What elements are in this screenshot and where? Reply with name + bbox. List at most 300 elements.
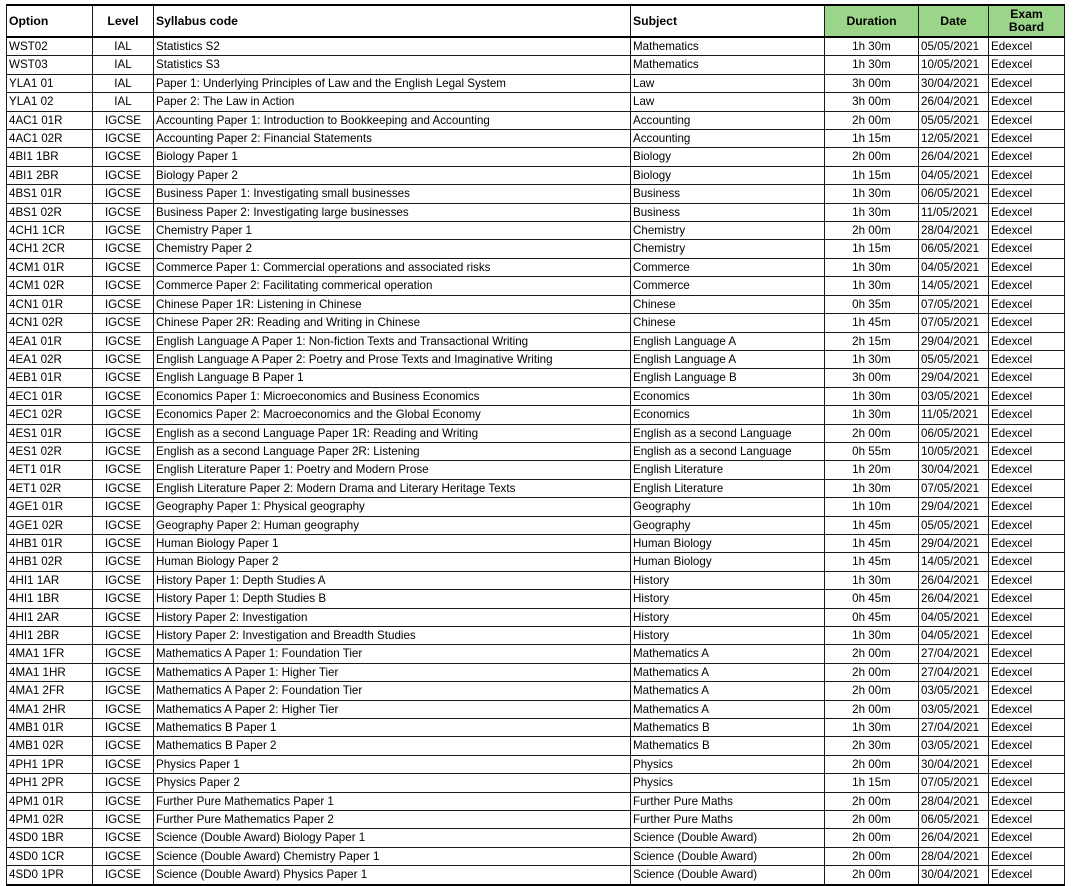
table-row	[7, 829, 1065, 847]
syllabus-code-cell: Business Paper 1: Investigating small businesses	[154, 185, 631, 203]
syllabus-code-cell: Mathematics A Paper 2: Foundation Tier	[154, 682, 631, 700]
table-row	[7, 56, 1065, 74]
option-cell: YLA1 01	[7, 74, 93, 92]
duration-cell: 2h 00m	[825, 847, 919, 865]
date-cell: 07/05/2021	[919, 479, 989, 497]
syllabus-code-cell: Statistics S3	[154, 56, 631, 74]
date-cell: 11/05/2021	[919, 203, 989, 221]
exam-board-cell: Edexcel	[989, 203, 1065, 221]
exam-board-cell: Edexcel	[989, 571, 1065, 589]
option-cell: 4EB1 01R	[7, 369, 93, 387]
level-cell: IGCSE	[93, 332, 154, 350]
subject-cell: English Language A	[631, 350, 825, 368]
duration-cell: 1h 30m	[825, 719, 919, 737]
exam-board-cell: Edexcel	[989, 774, 1065, 792]
level-cell: IGCSE	[93, 166, 154, 184]
subject-cell: History	[631, 627, 825, 645]
option-cell: 4EA1 02R	[7, 350, 93, 368]
level-cell: IGCSE	[93, 424, 154, 442]
exam-board-cell: Edexcel	[989, 111, 1065, 129]
exam-board-cell: Edexcel	[989, 277, 1065, 295]
level-cell: IGCSE	[93, 130, 154, 148]
table-row	[7, 240, 1065, 258]
exam-board-cell: Edexcel	[989, 222, 1065, 240]
table-row	[7, 516, 1065, 534]
syllabus-code-cell: Paper 2: The Law in Action	[154, 93, 631, 111]
syllabus-code-cell: Physics Paper 1	[154, 755, 631, 773]
exam-board-cell: Edexcel	[989, 737, 1065, 755]
table-row	[7, 314, 1065, 332]
option-cell: 4BI1 2BR	[7, 166, 93, 184]
date-cell: 29/04/2021	[919, 534, 989, 552]
level-cell: IGCSE	[93, 185, 154, 203]
duration-cell: 2h 15m	[825, 332, 919, 350]
duration-cell: 2h 00m	[825, 811, 919, 829]
date-cell: 06/05/2021	[919, 424, 989, 442]
header-duration: Duration	[825, 5, 919, 37]
date-cell: 04/05/2021	[919, 627, 989, 645]
level-cell: IGCSE	[93, 498, 154, 516]
level-cell: IGCSE	[93, 645, 154, 663]
subject-cell: Accounting	[631, 111, 825, 129]
subject-cell: Chinese	[631, 314, 825, 332]
subject-cell: English as a second Language	[631, 442, 825, 460]
date-cell: 30/04/2021	[919, 461, 989, 479]
syllabus-code-cell: Commerce Paper 2: Facilitating commerical operation	[154, 277, 631, 295]
date-cell: 29/04/2021	[919, 332, 989, 350]
syllabus-code-cell: Science (Double Award) Biology Paper 1	[154, 829, 631, 847]
exam-board-cell: Edexcel	[989, 461, 1065, 479]
date-cell: 10/05/2021	[919, 56, 989, 74]
level-cell: IGCSE	[93, 811, 154, 829]
duration-cell: 2h 00m	[825, 829, 919, 847]
option-cell: YLA1 02	[7, 93, 93, 111]
option-cell: 4HI1 1AR	[7, 571, 93, 589]
duration-cell: 1h 30m	[825, 37, 919, 56]
date-cell: 12/05/2021	[919, 130, 989, 148]
option-cell: 4BS1 02R	[7, 203, 93, 221]
level-cell: IGCSE	[93, 590, 154, 608]
subject-cell: Chemistry	[631, 240, 825, 258]
subject-cell: Accounting	[631, 130, 825, 148]
exam-board-cell: Edexcel	[989, 350, 1065, 368]
syllabus-code-cell: Geography Paper 1: Physical geography	[154, 498, 631, 516]
table-row	[7, 277, 1065, 295]
duration-cell: 1h 30m	[825, 185, 919, 203]
subject-cell: Commerce	[631, 277, 825, 295]
duration-cell: 1h 45m	[825, 516, 919, 534]
duration-cell: 1h 20m	[825, 461, 919, 479]
option-cell: 4AC1 01R	[7, 111, 93, 129]
subject-cell: Geography	[631, 516, 825, 534]
date-cell: 26/04/2021	[919, 148, 989, 166]
table-row	[7, 74, 1065, 92]
table-row	[7, 847, 1065, 865]
header-exam-board: Exam Board	[989, 5, 1065, 37]
syllabus-code-cell: English Literature Paper 1: Poetry and Modern Prose	[154, 461, 631, 479]
syllabus-code-cell: Further Pure Mathematics Paper 1	[154, 792, 631, 810]
subject-cell: Mathematics A	[631, 682, 825, 700]
header-date: Date	[919, 5, 989, 37]
syllabus-code-cell: Statistics S2	[154, 37, 631, 56]
duration-cell: 2h 00m	[825, 424, 919, 442]
syllabus-code-cell: Science (Double Award) Chemistry Paper 1	[154, 847, 631, 865]
date-cell: 30/04/2021	[919, 866, 989, 885]
table-row	[7, 406, 1065, 424]
table-row	[7, 332, 1065, 350]
date-cell: 28/04/2021	[919, 847, 989, 865]
date-cell: 14/05/2021	[919, 277, 989, 295]
syllabus-code-cell: Economics Paper 2: Macroeconomics and the Global Economy	[154, 406, 631, 424]
syllabus-code-cell: History Paper 1: Depth Studies A	[154, 571, 631, 589]
table-row	[7, 866, 1065, 885]
option-cell: 4BI1 1BR	[7, 148, 93, 166]
syllabus-code-cell: English Language B Paper 1	[154, 369, 631, 387]
level-cell: IGCSE	[93, 203, 154, 221]
option-cell: 4CH1 2CR	[7, 240, 93, 258]
exam-board-cell: Edexcel	[989, 866, 1065, 885]
exam-board-cell: Edexcel	[989, 93, 1065, 111]
duration-cell: 1h 30m	[825, 387, 919, 405]
option-cell: 4ES1 01R	[7, 424, 93, 442]
table-row	[7, 755, 1065, 773]
subject-cell: Commerce	[631, 258, 825, 276]
exam-board-cell: Edexcel	[989, 387, 1065, 405]
level-cell: IAL	[93, 37, 154, 56]
option-cell: 4HI1 2BR	[7, 627, 93, 645]
exam-board-cell: Edexcel	[989, 295, 1065, 313]
syllabus-code-cell: Mathematics A Paper 1: Higher Tier	[154, 663, 631, 681]
duration-cell: 1h 30m	[825, 627, 919, 645]
exam-board-cell: Edexcel	[989, 553, 1065, 571]
subject-cell: Mathematics A	[631, 663, 825, 681]
syllabus-code-cell: Mathematics A Paper 2: Higher Tier	[154, 700, 631, 718]
exam-board-cell: Edexcel	[989, 645, 1065, 663]
option-cell: 4ET1 02R	[7, 479, 93, 497]
date-cell: 06/05/2021	[919, 240, 989, 258]
table-row	[7, 719, 1065, 737]
level-cell: IGCSE	[93, 700, 154, 718]
subject-cell: Chinese	[631, 295, 825, 313]
subject-cell: Geography	[631, 498, 825, 516]
option-cell: 4MB1 01R	[7, 719, 93, 737]
syllabus-code-cell: Geography Paper 2: Human geography	[154, 516, 631, 534]
date-cell: 30/04/2021	[919, 755, 989, 773]
syllabus-code-cell: Business Paper 2: Investigating large businesses	[154, 203, 631, 221]
option-cell: 4PM1 01R	[7, 792, 93, 810]
duration-cell: 1h 30m	[825, 258, 919, 276]
timetable-body	[7, 37, 1065, 885]
option-cell: 4BS1 01R	[7, 185, 93, 203]
table-row	[7, 774, 1065, 792]
duration-cell: 1h 15m	[825, 130, 919, 148]
exam-board-cell: Edexcel	[989, 792, 1065, 810]
duration-cell: 0h 35m	[825, 295, 919, 313]
option-cell: 4ES1 02R	[7, 442, 93, 460]
option-cell: 4HI1 1BR	[7, 590, 93, 608]
duration-cell: 1h 10m	[825, 498, 919, 516]
exam-board-cell: Edexcel	[989, 442, 1065, 460]
date-cell: 29/04/2021	[919, 498, 989, 516]
duration-cell: 2h 30m	[825, 737, 919, 755]
duration-cell: 2h 00m	[825, 792, 919, 810]
table-row	[7, 369, 1065, 387]
level-cell: IGCSE	[93, 719, 154, 737]
table-row	[7, 258, 1065, 276]
option-cell: 4PH1 1PR	[7, 755, 93, 773]
exam-board-cell: Edexcel	[989, 314, 1065, 332]
option-cell: 4EC1 01R	[7, 387, 93, 405]
exam-board-cell: Edexcel	[989, 516, 1065, 534]
syllabus-code-cell: Paper 1: Underlying Principles of Law and the English Legal System	[154, 74, 631, 92]
level-cell: IGCSE	[93, 258, 154, 276]
option-cell: 4PM1 02R	[7, 811, 93, 829]
table-row	[7, 645, 1065, 663]
exam-board-cell: Edexcel	[989, 534, 1065, 552]
table-row	[7, 811, 1065, 829]
duration-cell: 3h 00m	[825, 369, 919, 387]
duration-cell: 2h 00m	[825, 222, 919, 240]
subject-cell: Mathematics A	[631, 700, 825, 718]
syllabus-code-cell: English Literature Paper 2: Modern Drama and Literary Heritage Texts	[154, 479, 631, 497]
exam-board-cell: Edexcel	[989, 185, 1065, 203]
date-cell: 03/05/2021	[919, 737, 989, 755]
duration-cell: 1h 30m	[825, 350, 919, 368]
table-row	[7, 111, 1065, 129]
level-cell: IGCSE	[93, 148, 154, 166]
date-cell: 04/05/2021	[919, 258, 989, 276]
level-cell: IGCSE	[93, 277, 154, 295]
table-row	[7, 663, 1065, 681]
syllabus-code-cell: History Paper 1: Depth Studies B	[154, 590, 631, 608]
option-cell: 4EA1 01R	[7, 332, 93, 350]
table-row	[7, 185, 1065, 203]
exam-board-cell: Edexcel	[989, 74, 1065, 92]
syllabus-code-cell: Accounting Paper 1: Introduction to Bookkeeping and Accounting	[154, 111, 631, 129]
option-cell: WST03	[7, 56, 93, 74]
level-cell: IGCSE	[93, 240, 154, 258]
exam-board-cell: Edexcel	[989, 755, 1065, 773]
date-cell: 03/05/2021	[919, 682, 989, 700]
level-cell: IGCSE	[93, 755, 154, 773]
subject-cell: Further Pure Maths	[631, 811, 825, 829]
header-syllabus-code: Syllabus code	[154, 5, 631, 37]
option-cell: 4MA1 1HR	[7, 663, 93, 681]
exam-board-cell: Edexcel	[989, 811, 1065, 829]
option-cell: 4SD0 1CR	[7, 847, 93, 865]
date-cell: 26/04/2021	[919, 571, 989, 589]
table-row	[7, 479, 1065, 497]
table-row	[7, 93, 1065, 111]
date-cell: 05/05/2021	[919, 37, 989, 56]
level-cell: IGCSE	[93, 571, 154, 589]
date-cell: 06/05/2021	[919, 185, 989, 203]
syllabus-code-cell: Mathematics B Paper 1	[154, 719, 631, 737]
date-cell: 28/04/2021	[919, 222, 989, 240]
level-cell: IGCSE	[93, 534, 154, 552]
level-cell: IGCSE	[93, 829, 154, 847]
syllabus-code-cell: Human Biology Paper 1	[154, 534, 631, 552]
level-cell: IGCSE	[93, 608, 154, 626]
duration-cell: 2h 00m	[825, 148, 919, 166]
syllabus-code-cell: Chemistry Paper 2	[154, 240, 631, 258]
option-cell: 4CH1 1CR	[7, 222, 93, 240]
subject-cell: Law	[631, 74, 825, 92]
table-row	[7, 571, 1065, 589]
date-cell: 04/05/2021	[919, 608, 989, 626]
table-row	[7, 590, 1065, 608]
option-cell: WST02	[7, 37, 93, 56]
syllabus-code-cell: Human Biology Paper 2	[154, 553, 631, 571]
header-option: Option	[7, 5, 93, 37]
option-cell: 4GE1 01R	[7, 498, 93, 516]
syllabus-code-cell: English Language A Paper 1: Non-fiction Texts and Transactional Writing	[154, 332, 631, 350]
table-row	[7, 166, 1065, 184]
level-cell: IGCSE	[93, 682, 154, 700]
date-cell: 27/04/2021	[919, 663, 989, 681]
exam-board-cell: Edexcel	[989, 130, 1065, 148]
exam-board-cell: Edexcel	[989, 719, 1065, 737]
option-cell: 4CN1 01R	[7, 295, 93, 313]
syllabus-code-cell: Chinese Paper 2R: Reading and Writing in Chinese	[154, 314, 631, 332]
date-cell: 30/04/2021	[919, 74, 989, 92]
duration-cell: 2h 00m	[825, 866, 919, 885]
table-row	[7, 553, 1065, 571]
duration-cell: 1h 15m	[825, 774, 919, 792]
duration-cell: 2h 00m	[825, 755, 919, 773]
syllabus-code-cell: Chinese Paper 1R: Listening in Chinese	[154, 295, 631, 313]
syllabus-code-cell: Further Pure Mathematics Paper 2	[154, 811, 631, 829]
subject-cell: Science (Double Award)	[631, 847, 825, 865]
subject-cell: Biology	[631, 166, 825, 184]
duration-cell: 3h 00m	[825, 74, 919, 92]
duration-cell: 2h 00m	[825, 682, 919, 700]
duration-cell: 3h 00m	[825, 93, 919, 111]
level-cell: IGCSE	[93, 774, 154, 792]
duration-cell: 1h 30m	[825, 571, 919, 589]
subject-cell: Mathematics B	[631, 719, 825, 737]
subject-cell: Human Biology	[631, 553, 825, 571]
date-cell: 11/05/2021	[919, 406, 989, 424]
subject-cell: Mathematics	[631, 37, 825, 56]
table-row	[7, 627, 1065, 645]
syllabus-code-cell: English Language A Paper 2: Poetry and Prose Texts and Imaginative Writing	[154, 350, 631, 368]
option-cell: 4ET1 01R	[7, 461, 93, 479]
subject-cell: English Language B	[631, 369, 825, 387]
level-cell: IGCSE	[93, 847, 154, 865]
duration-cell: 1h 30m	[825, 406, 919, 424]
duration-cell: 1h 15m	[825, 240, 919, 258]
date-cell: 05/05/2021	[919, 111, 989, 129]
option-cell: 4MA1 2FR	[7, 682, 93, 700]
exam-board-cell: Edexcel	[989, 498, 1065, 516]
syllabus-code-cell: Accounting Paper 2: Financial Statements	[154, 130, 631, 148]
option-cell: 4GE1 02R	[7, 516, 93, 534]
level-cell: IGCSE	[93, 387, 154, 405]
date-cell: 26/04/2021	[919, 590, 989, 608]
option-cell: 4HB1 01R	[7, 534, 93, 552]
subject-cell: English Literature	[631, 479, 825, 497]
option-cell: 4AC1 02R	[7, 130, 93, 148]
syllabus-code-cell: English as a second Language Paper 1R: Reading and Writing	[154, 424, 631, 442]
duration-cell: 2h 00m	[825, 111, 919, 129]
subject-cell: English Language A	[631, 332, 825, 350]
level-cell: IGCSE	[93, 442, 154, 460]
option-cell: 4CM1 02R	[7, 277, 93, 295]
exam-board-cell: Edexcel	[989, 240, 1065, 258]
table-row	[7, 295, 1065, 313]
table-row	[7, 222, 1065, 240]
syllabus-code-cell: Physics Paper 2	[154, 774, 631, 792]
duration-cell: 0h 55m	[825, 442, 919, 460]
syllabus-code-cell: Mathematics A Paper 1: Foundation Tier	[154, 645, 631, 663]
syllabus-code-cell: Mathematics B Paper 2	[154, 737, 631, 755]
table-row	[7, 350, 1065, 368]
table-row	[7, 737, 1065, 755]
option-cell: 4SD0 1PR	[7, 866, 93, 885]
duration-cell: 2h 00m	[825, 700, 919, 718]
subject-cell: English as a second Language	[631, 424, 825, 442]
syllabus-code-cell: Science (Double Award) Physics Paper 1	[154, 866, 631, 885]
date-cell: 26/04/2021	[919, 829, 989, 847]
subject-cell: English Literature	[631, 461, 825, 479]
exam-board-cell: Edexcel	[989, 663, 1065, 681]
subject-cell: History	[631, 590, 825, 608]
subject-cell: Human Biology	[631, 534, 825, 552]
table-row	[7, 608, 1065, 626]
option-cell: 4HB1 02R	[7, 553, 93, 571]
subject-cell: Economics	[631, 387, 825, 405]
date-cell: 03/05/2021	[919, 700, 989, 718]
duration-cell: 1h 30m	[825, 479, 919, 497]
option-cell: 4MB1 02R	[7, 737, 93, 755]
subject-cell: Business	[631, 185, 825, 203]
table-row	[7, 442, 1065, 460]
subject-cell: Science (Double Award)	[631, 829, 825, 847]
exam-board-cell: Edexcel	[989, 56, 1065, 74]
date-cell: 10/05/2021	[919, 442, 989, 460]
option-cell: 4CN1 02R	[7, 314, 93, 332]
subject-cell: History	[631, 608, 825, 626]
duration-cell: 2h 00m	[825, 645, 919, 663]
table-row	[7, 203, 1065, 221]
exam-board-cell: Edexcel	[989, 682, 1065, 700]
level-cell: IGCSE	[93, 461, 154, 479]
date-cell: 26/04/2021	[919, 93, 989, 111]
level-cell: IGCSE	[93, 111, 154, 129]
exam-board-cell: Edexcel	[989, 406, 1065, 424]
date-cell: 07/05/2021	[919, 295, 989, 313]
level-cell: IGCSE	[93, 737, 154, 755]
duration-cell: 1h 30m	[825, 203, 919, 221]
subject-cell: History	[631, 571, 825, 589]
header-level: Level	[93, 5, 154, 37]
exam-board-cell: Edexcel	[989, 148, 1065, 166]
syllabus-code-cell: History Paper 2: Investigation	[154, 608, 631, 626]
table-row	[7, 792, 1065, 810]
level-cell: IGCSE	[93, 406, 154, 424]
exam-board-cell: Edexcel	[989, 847, 1065, 865]
exam-board-cell: Edexcel	[989, 627, 1065, 645]
subject-cell: Physics	[631, 755, 825, 773]
level-cell: IGCSE	[93, 792, 154, 810]
level-cell: IAL	[93, 74, 154, 92]
subject-cell: Science (Double Award)	[631, 866, 825, 885]
level-cell: IAL	[93, 93, 154, 111]
date-cell: 07/05/2021	[919, 314, 989, 332]
option-cell: 4CM1 01R	[7, 258, 93, 276]
duration-cell: 0h 45m	[825, 608, 919, 626]
